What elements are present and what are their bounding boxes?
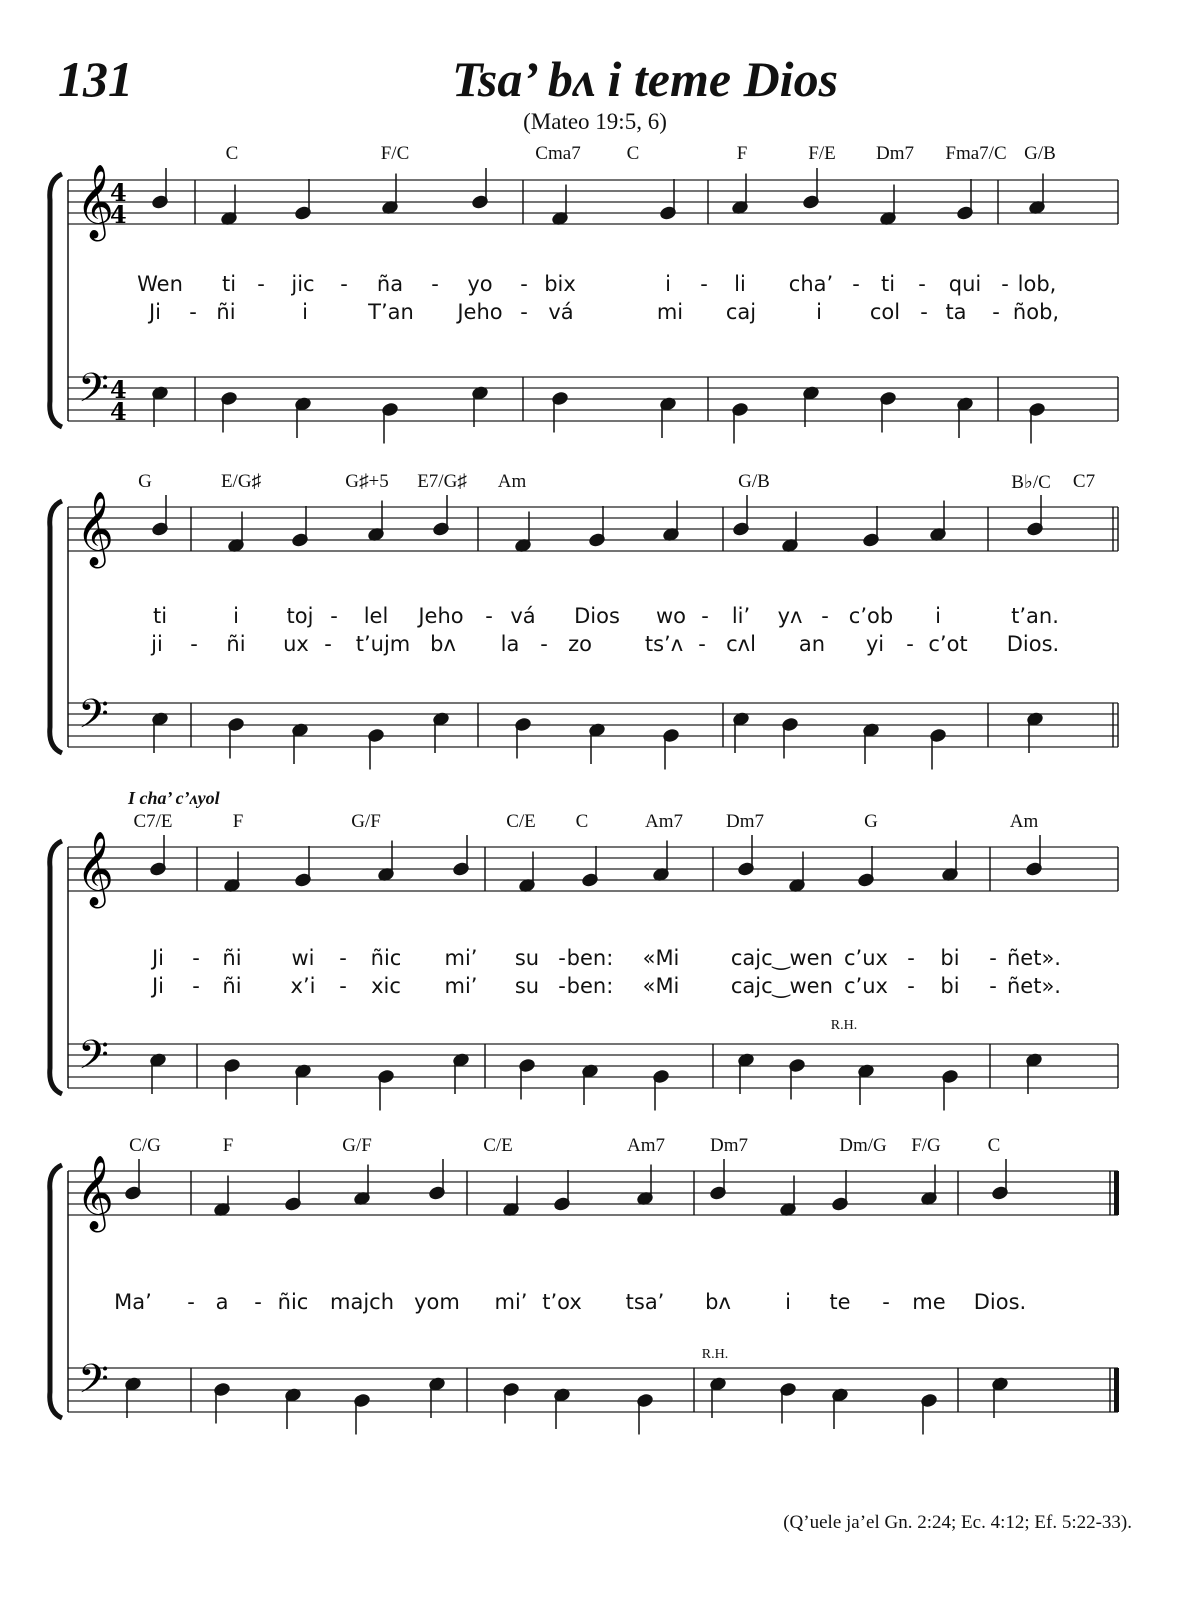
treble-clef-icon: 𝄞 (76, 492, 114, 566)
lyric-verse-2: tsʼʌ (644, 632, 684, 656)
lyric-verse-1: Dios. (973, 1290, 1027, 1314)
lyric-verse-2: mi (656, 300, 684, 324)
chord-symbol: C (225, 143, 239, 164)
lyric-verse-1: ña (376, 272, 404, 296)
lyric-verse-1: - (339, 946, 347, 970)
lyric-verse-1: - (821, 604, 829, 628)
chord-symbol: Dm7 (710, 1135, 748, 1156)
lyric-verse-1: c’ux (844, 946, 888, 970)
lyric-verse-1: mi’ (494, 1290, 528, 1314)
chord-symbol: G (138, 471, 152, 492)
lyric-verse-1: - (520, 272, 528, 296)
lyric-verse-1: - (700, 272, 708, 296)
chord-symbol: E/G♯ (220, 471, 262, 492)
chord-symbol: G/B (1024, 143, 1056, 164)
chord-symbol: C7 (1072, 471, 1096, 492)
chord-symbol: F (232, 811, 244, 832)
lyric-verse-1: ti (152, 604, 168, 628)
lyric-verse-2: - (906, 632, 914, 656)
lyric-verse-1: bʌ (705, 1290, 731, 1314)
lyric-verse-1: wi (291, 946, 315, 970)
chord-symbol: Am (497, 471, 527, 492)
lyric-verse-1: wo (655, 604, 687, 628)
chord-symbol: Am7 (627, 1135, 665, 1156)
final-barline-thick (1114, 1368, 1119, 1412)
hymn-title: Tsa’ bʌ i teme Dios (451, 51, 839, 107)
lyric-verse-2: ji (151, 632, 163, 656)
system-bracket (50, 1165, 62, 1418)
lyric-verse-1: - (192, 946, 200, 970)
chord-symbol: Dm7 (726, 811, 764, 832)
lyric-verse-2: Ji (151, 974, 165, 998)
lyric-verse-1: ñi (222, 946, 242, 970)
lyric-verse-1: a (215, 1290, 229, 1314)
lyric-verse-1: jic (291, 272, 315, 296)
lyric-verse-1: yo (467, 272, 493, 296)
lyric-verse-1: «Mi (642, 946, 680, 970)
chord-symbol: B♭/C (1011, 472, 1051, 493)
lyric-verse-1: - (340, 272, 348, 296)
lyric-verse-2: ñi (216, 300, 236, 324)
lyric-verse-1: mi’ (444, 946, 478, 970)
lyric-verse-2: an (798, 632, 826, 656)
lyric-verse-2: Jeho (457, 300, 503, 324)
chord-symbol: Dm/G (839, 1135, 887, 1156)
lyric-verse-2: cʌl (726, 632, 756, 656)
lyric-verse-2: zo (568, 632, 592, 656)
lyric-verse-1: su (514, 946, 540, 970)
lyric-verse-1: - (701, 604, 709, 628)
lyric-verse-1: t’an. (1011, 604, 1059, 628)
right-hand-marking: R.H. (830, 1018, 858, 1033)
section-label: I cha’ c’ʌyol (128, 788, 220, 808)
chord-symbol: F (222, 1135, 234, 1156)
chord-symbol: Cma7 (535, 143, 581, 164)
lyric-verse-1: bix (544, 272, 576, 296)
lyric-verse-1: - (1001, 272, 1009, 296)
lyric-verse-1: i (665, 272, 671, 296)
lyric-verse-1: - (254, 1290, 262, 1314)
lyric-verse-1: toj (286, 604, 314, 628)
lyric-verse-1: Ma’ (114, 1290, 152, 1314)
lyric-verse-2: - (324, 632, 332, 656)
lyric-verse-1: vá (510, 604, 536, 628)
chord-symbol: Am7 (645, 811, 683, 832)
chord-symbol: F/E (808, 143, 836, 164)
lyric-verse-2: - (190, 632, 198, 656)
chord-symbol: G/B (738, 471, 770, 492)
bass-staff (68, 703, 1118, 747)
lyric-verse-1: - (989, 946, 997, 970)
lyric-verse-1: - (882, 1290, 890, 1314)
time-signature-bottom: 4 (110, 397, 127, 426)
lyric-verse-1: ti (880, 272, 896, 296)
lyric-verse-2: - (698, 632, 706, 656)
lyric-verse-1: ti (221, 272, 237, 296)
lyric-verse-2: vá (548, 300, 574, 324)
chord-symbol: C (575, 811, 589, 832)
lyric-verse-1: - (852, 272, 860, 296)
treble-clef-icon: 𝄞 (76, 832, 114, 906)
chord-symbol: F (736, 143, 748, 164)
lyric-verse-1: - (558, 946, 566, 970)
lyric-verse-1: c’ob (848, 604, 894, 628)
lyric-verse-2: - (992, 300, 1000, 324)
lyric-verse-2: bʌ (430, 632, 456, 656)
lyric-verse-1: i (785, 1290, 791, 1314)
lyric-verse-1: li (734, 272, 746, 296)
lyric-verse-1: yʌ (777, 604, 803, 628)
lyric-verse-1: - (907, 946, 915, 970)
lyric-verse-2: ux (283, 632, 309, 656)
lyric-verse-2: su (514, 974, 540, 998)
lyric-verse-2: caj (725, 300, 757, 324)
lyric-verse-2: i (302, 300, 308, 324)
chord-symbol: F/C (380, 143, 410, 164)
time-signature-top: 4 (110, 178, 127, 207)
chord-symbol: G♯+5 (345, 471, 389, 492)
lyric-verse-1: qui (948, 272, 982, 296)
system-bracket (50, 841, 62, 1094)
lyric-verse-2: bi (940, 974, 960, 998)
lyric-verse-1: me (912, 1290, 946, 1314)
chord-symbol: Dm7 (876, 143, 914, 164)
lyric-verse-2: - (907, 974, 915, 998)
chord-symbol: C7/E (133, 811, 173, 832)
lyric-verse-1: - (918, 272, 926, 296)
lyric-verse-2: caj (730, 974, 762, 998)
scripture-reference: (Mateo 19:5, 6) (523, 109, 667, 134)
cross-references: (Q’uele ja’el Gn. 2:24; Ec. 4:12; Ef. 5:22-33). (783, 1512, 1132, 1533)
lyric-verse-1: t’ox (542, 1290, 582, 1314)
lyric-verse-1: - (257, 272, 265, 296)
lyric-verse-2: - (189, 300, 197, 324)
lyric-verse-2: - (558, 974, 566, 998)
lyric-verse-1: - (330, 604, 338, 628)
lyric-verse-2: i (816, 300, 822, 324)
chord-symbol: C (987, 1135, 1001, 1156)
lyric-verse-1: li’ (731, 604, 751, 628)
chord-symbol: Am (1009, 811, 1039, 832)
lyric-verse-2: la (500, 632, 520, 656)
lyric-verse-1: ben: (566, 946, 614, 970)
lyric-verse-1: bi (940, 946, 960, 970)
lyric-verse-2: - (920, 300, 928, 324)
lyric-verse-2: ta (945, 300, 967, 324)
lyric-verse-1: caj (730, 946, 762, 970)
lyric-verse-1: Wen (137, 272, 183, 296)
lyric-verse-1: lel (363, 604, 389, 628)
lyric-verse-2: xic (371, 974, 401, 998)
chord-symbol: G/F (342, 1135, 372, 1156)
chord-symbol: G/F (351, 811, 381, 832)
lyric-verse-2: ñet». (1007, 974, 1061, 998)
lyric-verse-2: ñi (222, 974, 242, 998)
lyric-verse-2: - (540, 632, 548, 656)
lyric-verse-1: yom (414, 1290, 460, 1314)
bass-clef-icon: 𝄢 (78, 1032, 109, 1088)
lyric-verse-2: - (339, 974, 347, 998)
chord-symbol: E7/G♯ (417, 471, 467, 492)
lyric-verse-2: - (192, 974, 200, 998)
lyric-verse-2: Dios. (1006, 632, 1060, 656)
right-hand-marking: R.H. (701, 1347, 729, 1362)
lyric-verse-2: ñi (226, 632, 246, 656)
lyric-verse-2: c‿wen (761, 974, 833, 998)
lyric-verse-1: te (829, 1290, 851, 1314)
time-signature-top: 4 (110, 375, 127, 404)
chord-symbol: C/E (483, 1135, 513, 1156)
chord-symbol: F/G (911, 1135, 941, 1156)
lyric-verse-1: Dios (574, 604, 620, 628)
chord-symbol: C (626, 143, 640, 164)
lyric-verse-1: i (935, 604, 941, 628)
lyric-verse-2: ben: (566, 974, 614, 998)
chord-symbol: C/E (506, 811, 536, 832)
chord-symbol: Fma7/C (945, 143, 1007, 164)
lyric-verse-1: ñic (370, 946, 402, 970)
lyric-verse-1: - (431, 272, 439, 296)
lyric-verse-2: c’ux (844, 974, 888, 998)
lyric-verse-2: «Mi (642, 974, 680, 998)
system-bracket (50, 501, 62, 753)
lyric-verse-2: - (520, 300, 528, 324)
lyric-verse-1: tsa’ (625, 1290, 665, 1314)
lyric-verse-1: - (187, 1290, 195, 1314)
lyric-verse-2: Ji (148, 300, 162, 324)
bass-clef-icon: 𝄢 (78, 691, 109, 747)
final-barline-thick (1114, 1171, 1119, 1215)
lyric-verse-1: ñet». (1007, 946, 1061, 970)
lyric-verse-1: - (485, 604, 493, 628)
lyric-verse-1: c‿wen (761, 946, 833, 970)
hymn-number: 131 (58, 51, 133, 107)
lyric-verse-1: lob, (1017, 272, 1057, 296)
lyric-verse-1: Ji (151, 946, 165, 970)
lyric-verse-2: t’ujm (355, 632, 411, 656)
lyric-verse-2: x’i (290, 974, 316, 998)
lyric-verse-1: i (233, 604, 239, 628)
chord-symbol: C/G (129, 1135, 161, 1156)
lyric-verse-1: cha’ (788, 272, 834, 296)
lyric-verse-2: T’an (368, 300, 414, 324)
treble-clef-icon: 𝄞 (76, 165, 114, 239)
chord-symbol: G (864, 811, 878, 832)
lyric-verse-1: majch (329, 1290, 395, 1314)
treble-clef-icon: 𝄞 (76, 1156, 114, 1230)
lyric-verse-1: Jeho (418, 604, 464, 628)
lyric-verse-2: yi (865, 632, 885, 656)
bass-clef-icon: 𝄢 (78, 1356, 109, 1412)
lyric-verse-2: ñob, (1012, 300, 1060, 324)
lyric-verse-2: - (989, 974, 997, 998)
lyric-verse-2: mi’ (444, 974, 478, 998)
bass-clef-icon: 𝄢 (78, 365, 109, 421)
lyric-verse-2: c’ot (928, 632, 968, 656)
time-signature-bottom: 4 (110, 200, 127, 229)
lyric-verse-1: ñic (277, 1290, 309, 1314)
lyric-verse-2: col (869, 300, 901, 324)
system-bracket (50, 174, 62, 427)
